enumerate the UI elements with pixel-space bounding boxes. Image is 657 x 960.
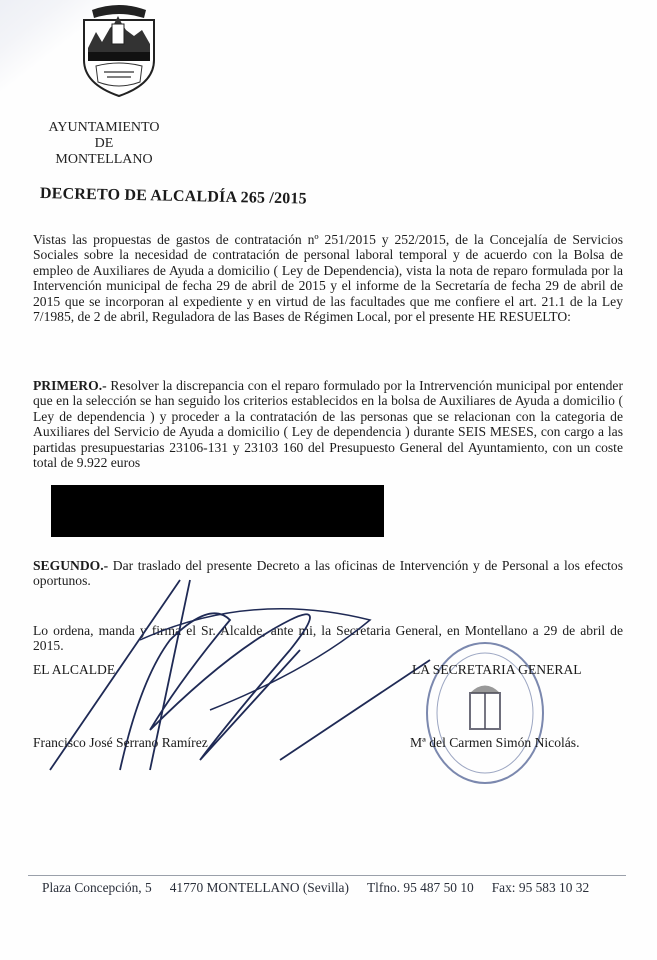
footer-fax: Fax: 95 583 10 32	[491, 880, 590, 895]
primero-paragraph	[33, 378, 623, 470]
redacted-block	[51, 485, 384, 537]
decree-title: DECRETO DE ALCALDÍA 265 /2015	[39, 185, 308, 208]
org-line: AYUNTAMIENTO	[48, 120, 160, 135]
organization-name	[44, 120, 164, 168]
mayor-role: EL ALCALDE	[33, 662, 116, 677]
closing-paragraph: Lo ordena, manda y firma el Sr. Alcalde, ante mi, la Secretaria General, en Montellano a 29 de abril de 2015.	[33, 623, 623, 654]
org-line: MONTELLANO	[55, 152, 153, 167]
primero-text: Resolver la discrepancia con el reparo formulado por la Intrervención municipal por entender que en la selección se han seguido los criterios establecidos en la bolsa de Auxiliares de Ayuda a domicilio ( Ley de dependencia ) y proceder a la contratación de las personas que se relacionan con la categoria de Auxiliares del Servicio de Ayuda a domicilio ( Ley de dependencia ) durante SEIS MESES, con cargo a las partidas presupuestarias 23106-131 y 23103 160 del Presupuesto General del Ayuntamiento, con un coste total de 9.922 euros	[33, 378, 623, 471]
coat-of-arms-icon	[74, 2, 164, 98]
secretary-name: Mª del Carmen Simón Nicolás.	[410, 735, 580, 750]
segundo-text: Dar traslado del presente Decreto a las oficinas de Intervención y de Personal a los efectos oportunos.	[33, 558, 623, 589]
org-line: DE	[94, 136, 114, 151]
footer-address: Plaza Concepción, 5	[42, 880, 152, 895]
secretary-role: LA SECRETARIA GENERAL	[412, 662, 582, 677]
segundo-label: SEGUNDO.-	[33, 558, 109, 573]
footer-city: 41770 MONTELLANO (Sevilla)	[169, 880, 349, 895]
preamble-paragraph: Vistas las propuestas de gastos de contratación nº 251/2015 y 252/2015, de la Concejalía de Servicios Sociales sobre la necesidad de contratación de personal laboral temporal y de acuerdo con la Bolsa de empleo de Auxiliares de Ayuda a domicilio ( Ley de Dependencia), vista la nota de reparo formulada por la Intervención municipal de fecha 29 de abril de 2015 y el informe de la Secretaría de fecha 29 de abril de 2015 que se incorporan al expediente y en virtud de las facultades que me confiere el art. 21.1 de la Ley 7/1985, de 2 de abril, Reguladora de las Bases de Régimen Local, por el presente HE RESUELTO:	[33, 232, 623, 325]
mayor-name: Francisco José Serrano Ramírez	[33, 735, 208, 750]
footer-phone: Tlfno. 95 487 50 10	[366, 880, 474, 895]
primero-label: PRIMERO.-	[33, 378, 107, 393]
footer-divider	[28, 875, 626, 876]
footer-contact	[42, 880, 607, 896]
